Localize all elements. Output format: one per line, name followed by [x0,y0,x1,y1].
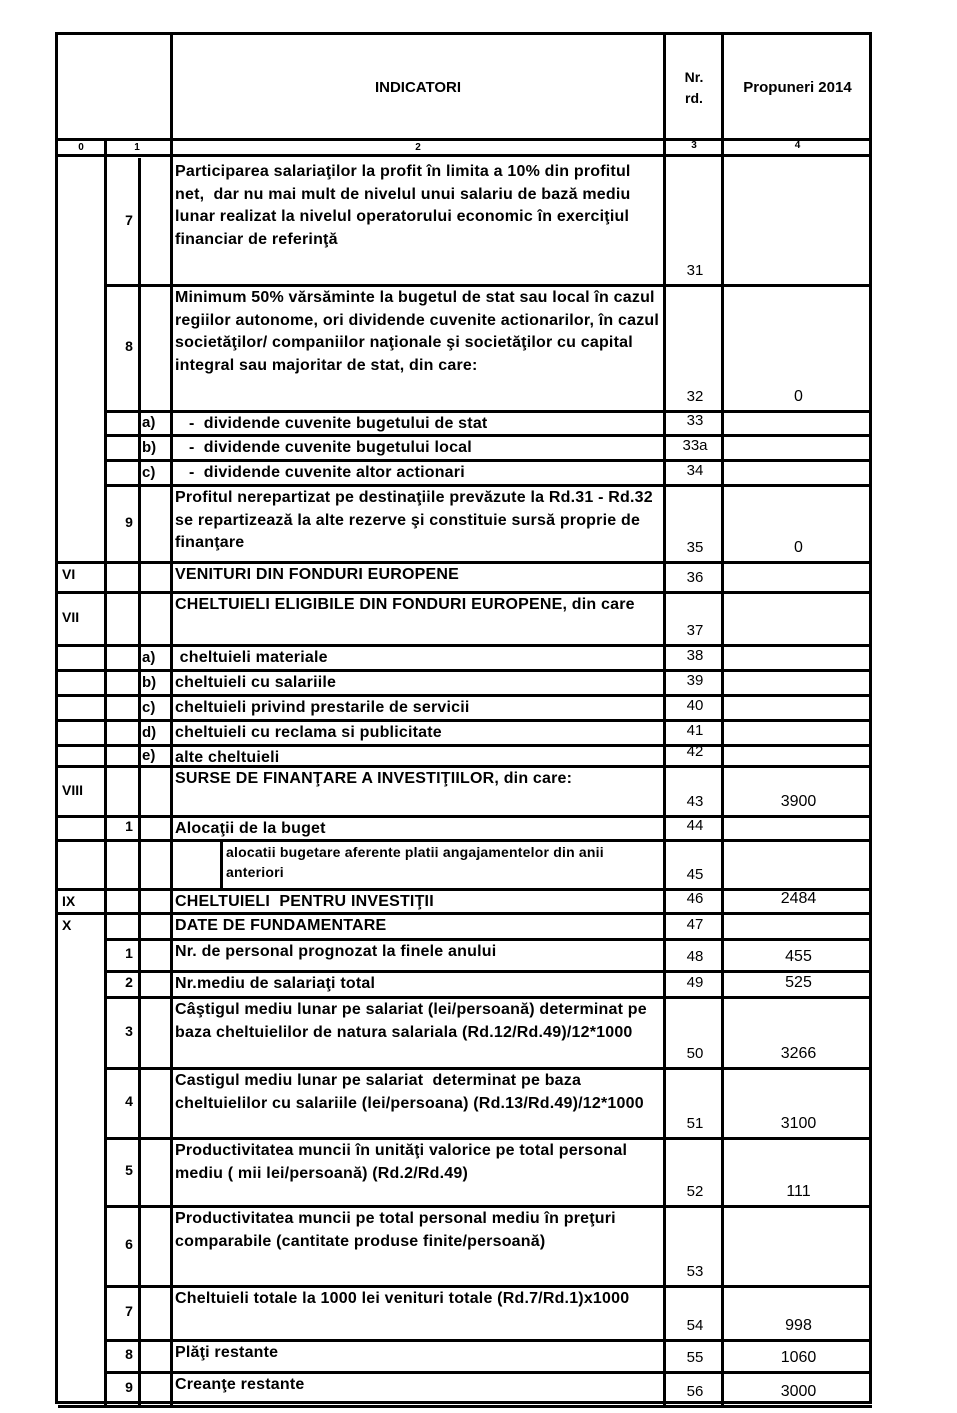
col-line [170,839,173,888]
col-line [170,765,173,815]
indicator-text: alte cheltuieli [175,749,280,766]
col-line [170,744,173,765]
col-line [138,888,141,912]
proposal-value: 525 [785,974,812,991]
col-line [138,561,141,591]
indicator-text: - dividende cuvenite bugetului de stat [175,415,488,432]
row-number: 45 [686,866,704,883]
col-line [170,410,173,434]
col-line [104,561,107,591]
proposal-value: 998 [785,1317,812,1334]
col-line [170,158,173,284]
section-roman-numeral: IX [62,893,76,909]
col-line [138,694,141,719]
item-number: 5 [125,1162,133,1178]
col-line [138,591,141,644]
col-line [170,284,173,410]
indicator-text: cheltuieli cu reclama si publicitate [175,724,442,741]
row-number: 32 [686,388,704,405]
proposal-value: 1060 [780,1349,817,1366]
col-line [104,912,107,938]
col-line [170,1339,173,1371]
col-line [104,694,107,719]
row-number: 50 [686,1045,704,1062]
indicator-text: alocatii bugetare aferente platii angajamentelor din anii anteriori [226,844,608,880]
col-line [170,938,173,970]
col-line [663,35,666,158]
col-line [104,669,107,694]
row-number: 48 [686,948,704,965]
col-line [170,459,173,484]
col-line [170,970,173,996]
indicator-text: CHELTUIELI PENTRU INVESTIŢII [175,893,434,910]
indicator-text: cheltuieli privind prestarile de servicii [175,699,470,716]
col-line [138,765,141,815]
sub-item-letter: c) [142,698,156,716]
col-line [170,815,173,839]
col-line-inner [220,839,223,888]
col-line [104,591,107,644]
row-number: 33a [682,437,708,454]
col-line [170,1371,173,1405]
item-number: 6 [125,1236,133,1252]
col-number-0: 0 [78,142,84,153]
budget-indicators-table [55,32,872,1404]
row-number: 36 [686,569,704,586]
row-number: 31 [686,262,704,279]
proposal-value: 2484 [780,890,817,907]
row-number: 47 [686,916,704,933]
col-line [170,694,173,719]
item-number: 7 [125,1303,133,1319]
row-number: 44 [686,817,704,834]
col-line [138,434,141,459]
item-number: 4 [125,1093,133,1109]
indicator-text: Cheltuieli totale la 1000 lei venituri totale (Rd.7/Rd.1)x1000 [175,1290,630,1307]
col-line [138,744,141,765]
indicator-text: CHELTUIELI ELIGIBILE DIN FONDURI EUROPENE, din care [175,596,635,613]
col-line [104,765,107,815]
col-line [170,1285,173,1339]
section-roman-numeral: VI [62,566,76,582]
indicator-text: Nr. de personal prognozat la finele anului [175,943,497,960]
col-line [104,839,107,888]
proposal-value: 0 [794,539,803,556]
col-line [138,839,141,888]
row-number: 54 [686,1317,704,1334]
item-number: 1 [125,945,133,961]
indicator-text: DATE DE FUNDAMENTARE [175,917,387,934]
row-number: 42 [686,743,704,760]
col-line [170,669,173,694]
row-number: 52 [686,1183,704,1200]
col-line [104,434,107,459]
row-divider [58,1405,872,1408]
item-number: 8 [125,338,133,354]
section-roman-numeral: X [62,917,72,933]
indicator-text: cheltuieli materiale [175,649,328,666]
col-line [138,644,141,669]
indicator-text: Minimum 50% vărsăminte la bugetul de stat sau local în cazul regiilor autonome, ori dividende cuvenite actionarilor, în cazul societăţilor/ companiilor naţionale şi societăţilor cu capital integral sau majoritar de stat, din care: [175,289,664,374]
col-number-1: 1 [134,142,140,153]
col-line [170,996,173,1067]
col-line [170,719,173,744]
row-number: 43 [686,793,704,810]
col-line [104,719,107,744]
item-number: 9 [125,513,133,530]
indicator-text: Nr.mediu de salariaţi total [175,975,376,992]
sub-item-letter: e) [142,746,156,764]
col-line [721,35,724,158]
indicator-text: Profitul nerepartizat pe destinaţiile prevăzute la Rd.31 - Rd.32 se repartizează la alte rezerve şi constituie sursă proprie de finanţare [175,489,658,551]
row-number: 39 [686,672,704,689]
row-number: 33 [686,412,704,429]
sub-item-letter: b) [142,673,157,691]
row-number: 56 [686,1383,704,1400]
col-line [170,484,173,561]
sub-item-letter: b) [142,438,157,456]
proposal-value: 0 [794,388,803,405]
col-line [138,410,141,434]
col-line [104,744,107,765]
indicator-text: Câştigul mediu lunar pe salariat (lei/persoană) determinat pe baza cheltuielilor de natura salariala (Rd.12/Rd.49)/12*1000 [175,1001,652,1041]
row-number: 49 [686,974,704,991]
item-number: 9 [125,1379,133,1395]
row-number: 46 [686,890,704,907]
section-roman-numeral: VIII [62,782,84,798]
proposal-value: 111 [786,1183,811,1200]
col-line [170,644,173,669]
col-line [104,459,107,484]
col-line [170,888,173,912]
col-line [104,410,107,434]
col-line [104,644,107,669]
col-line [138,459,141,484]
indicator-text: - dividende cuvenite altor actionari [175,464,465,481]
proposal-value: 3100 [780,1115,817,1132]
col-line [170,591,173,644]
row-number: 37 [686,622,704,639]
sub-item-letter: a) [142,414,156,431]
indicator-text: SURSE DE FINANŢARE A INVESTIŢIILOR, din care: [175,770,573,787]
indicator-text: Creanţe restante [175,1376,305,1393]
col-line [104,138,107,158]
col-number-4: 4 [794,140,801,151]
indicator-text: VENITURI DIN FONDURI EUROPENE [175,566,460,583]
indicator-text: Participarea salariaţilor la profit în limita a 10% din profitul net, dar nu mai mult de nivelul unui salariu de bază mediu lunar realizat la nivelul operatorului economic în exerciţiul financiar de referinţă [175,163,639,248]
col-line [104,888,107,912]
row-number: 38 [686,647,704,664]
item-number: 2 [125,974,133,990]
col-line [138,719,141,744]
indicator-text: Productivitatea muncii în unităţi valorice pe total personal mediu ( mii lei/persoană) (Rd.2/Rd.49) [175,1142,632,1182]
col-number-2: 2 [415,142,421,153]
row-number: 41 [686,722,704,739]
row-number: 40 [686,697,704,714]
indicator-text: - dividende cuvenite bugetului local [175,439,472,456]
item-number: 8 [125,1346,133,1362]
sub-item-letter: c) [142,463,156,481]
sub-item-letter: a) [142,648,156,666]
indicator-text: Plăţi restante [175,1344,279,1361]
item-number: 3 [125,1022,133,1039]
col-line [138,912,141,938]
indicator-text: Castigul mediu lunar pe salariat determinat pe baza cheltuielilor cu salariile (lei/persoana) (Rd.13/Rd.49)/12*1000 [175,1072,644,1112]
col-line [138,669,141,694]
col-line [170,434,173,459]
proposal-value: 455 [785,948,812,965]
row-number: 34 [686,462,704,479]
row-number: 55 [686,1349,704,1366]
row-number: 35 [686,539,704,556]
section-roman-numeral: VII [62,609,80,625]
header-nr-rd: Nr. rd. [684,68,704,106]
col-line [170,35,173,158]
col-line [170,912,173,938]
row-number: 53 [686,1263,704,1280]
proposal-value: 3266 [780,1045,817,1062]
col-line [170,1205,173,1285]
col-line [170,561,173,591]
header-propuneri: Propuneri 2014 [743,79,852,96]
proposal-value: 3900 [780,793,817,810]
col-number-3: 3 [691,140,697,151]
proposal-value: 3000 [780,1383,817,1400]
header-indicatori: INDICATORI [374,79,462,96]
indicator-text: Productivitatea muncii pe total personal mediu în preţuri comparabile (cantitate produse finite/persoană) [175,1210,621,1250]
row-number: 51 [686,1115,704,1132]
indicator-text: Alocaţii de la buget [175,820,326,837]
item-number: 7 [125,212,133,228]
item-number: 1 [125,818,133,834]
column-number-divider [58,154,872,157]
col-line [170,1067,173,1137]
sub-item-letter: d) [142,723,157,741]
indicator-text: cheltuieli cu salariile [175,674,337,691]
header-divider [58,138,872,141]
col-line [170,1137,173,1205]
